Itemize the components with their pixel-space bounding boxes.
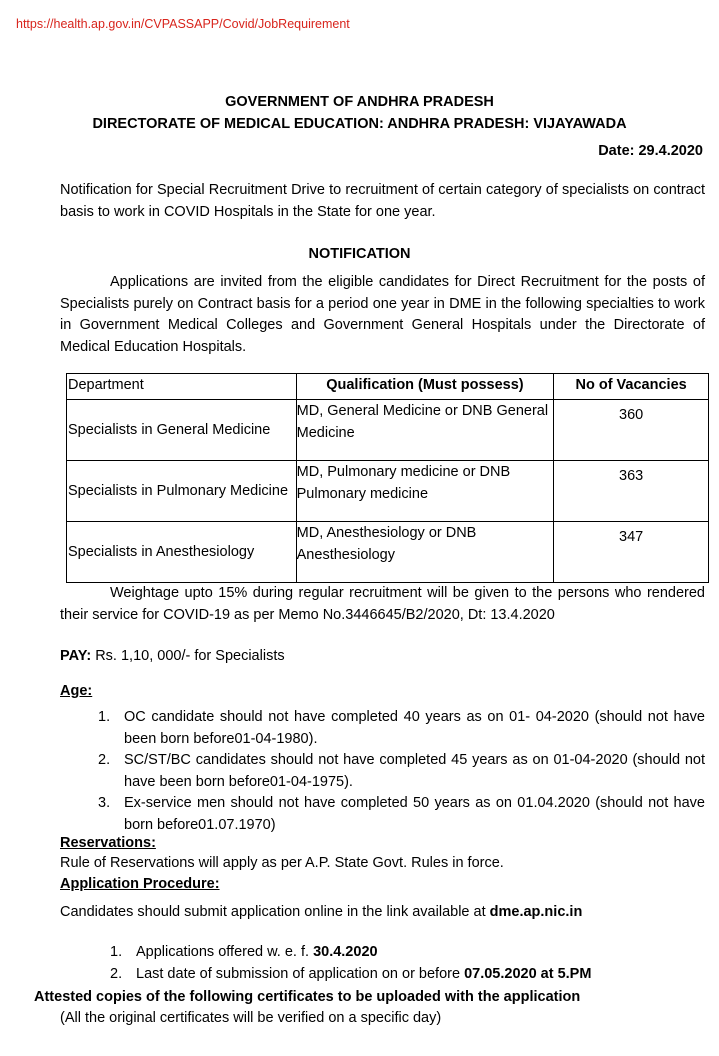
certificates-note: (All the original certificates will be verified on a specific day) bbox=[60, 1010, 442, 1026]
vacancies-cell: 360 bbox=[554, 400, 709, 461]
table-row bbox=[67, 400, 709, 461]
list-item: 2. SC/ST/BC candidates should not have completed 45 years as on 01-04-2020 (should not have been born before01-04-1975). bbox=[98, 752, 705, 790]
qualification-cell: MD, Pulmonary medicine or DNB Pulmonary medicine bbox=[296, 461, 554, 522]
list-item: 3. Ex-service men should not have completed 50 years as on 01.04.2020 (should not have born before01.07.1970) bbox=[98, 795, 705, 833]
application-link[interactable]: dme.ap.nic.in bbox=[489, 904, 583, 920]
page-url[interactable]: https://health.ap.gov.in/CVPASSAPP/Covid/JobRequirement bbox=[16, 17, 350, 31]
department-cell: Specialists in General Medicine bbox=[67, 400, 297, 461]
list-number: 3. bbox=[98, 795, 111, 811]
application-text: Candidates should submit application online in the link available at dme.ap.nic.in bbox=[60, 904, 583, 920]
table-row bbox=[67, 522, 709, 583]
list-item: 2. Last date of submission of application on or before 07.05.2020 at 5.PM bbox=[136, 964, 705, 986]
department-cell: Specialists in Pulmonary Medicine bbox=[67, 461, 297, 522]
header-qualification: Qualification (Must possess) bbox=[296, 374, 554, 400]
list-number: 1. bbox=[110, 944, 123, 960]
list-item: 1. Applications offered w. e. f. 30.4.2020 bbox=[136, 942, 705, 964]
department-cell: Specialists in Anesthesiology bbox=[67, 522, 297, 583]
header-department: Department bbox=[67, 374, 297, 400]
weightage-paragraph: Weightage upto 15% during regular recruitment will be given to the persons who rendered their service for COVID-19 as per Memo No.3446645/B2/2020, Dt: 13.4.2020 bbox=[60, 585, 705, 623]
age-heading: Age: bbox=[60, 683, 93, 699]
vacancy-table bbox=[66, 373, 709, 583]
reservations-text: Rule of Reservations will apply as per A.P. State Govt. Rules in force. bbox=[60, 855, 504, 871]
header-vacancies: No of Vacancies bbox=[554, 374, 709, 400]
application-list bbox=[110, 942, 705, 985]
vacancies-cell: 347 bbox=[554, 522, 709, 583]
table-row bbox=[67, 461, 709, 522]
intro-paragraph: Notification for Special Recruitment Drive to recruitment of certain category of specialists on contract basis to work in COVID Hospitals in the State for one year. bbox=[60, 182, 705, 220]
pay-text: Rs. 1,10, 000/- for Specialists bbox=[91, 648, 285, 664]
pay-line bbox=[60, 646, 705, 668]
qualification-cell: MD, General Medicine or DNB General Medicine bbox=[296, 400, 554, 461]
notification-body: Applications are invited from the eligible candidates for Direct Recruitment for the posts of Specialists purely on Contract basis for a period one year in DME in the following specialties to work in Government Medical Colleges and Government General Hospitals under the Directorate of Medical Education Hospitals. bbox=[60, 274, 705, 355]
pay-label: PAY: bbox=[60, 648, 92, 664]
certificates-heading: Attested copies of the following certificates to be uploaded with the application bbox=[34, 989, 581, 1005]
qualification-cell: MD, Anesthesiology or DNB Anesthesiology bbox=[296, 522, 554, 583]
list-number: 1. bbox=[98, 709, 111, 725]
table-header-row bbox=[67, 374, 709, 400]
header-directorate: DIRECTORATE OF MEDICAL EDUCATION: ANDHRA PRADESH: VIJAYAWADA bbox=[92, 116, 627, 132]
reservations-heading: Reservations: bbox=[60, 835, 156, 851]
application-heading: Application Procedure: bbox=[60, 876, 220, 892]
vacancies-cell: 363 bbox=[554, 461, 709, 522]
list-item: 1. OC candidate should not have completed 40 years as on 01- 04-2020 (should not have been born before01-04-1980). bbox=[98, 709, 705, 747]
notification-title: NOTIFICATION bbox=[308, 246, 411, 262]
list-number: 2. bbox=[110, 965, 123, 982]
notification-date: Date: 29.4.2020 bbox=[598, 143, 703, 159]
age-list bbox=[98, 707, 705, 836]
header-government: GOVERNMENT OF ANDHRA PRADESH bbox=[225, 94, 494, 110]
list-number: 2. bbox=[98, 752, 111, 768]
